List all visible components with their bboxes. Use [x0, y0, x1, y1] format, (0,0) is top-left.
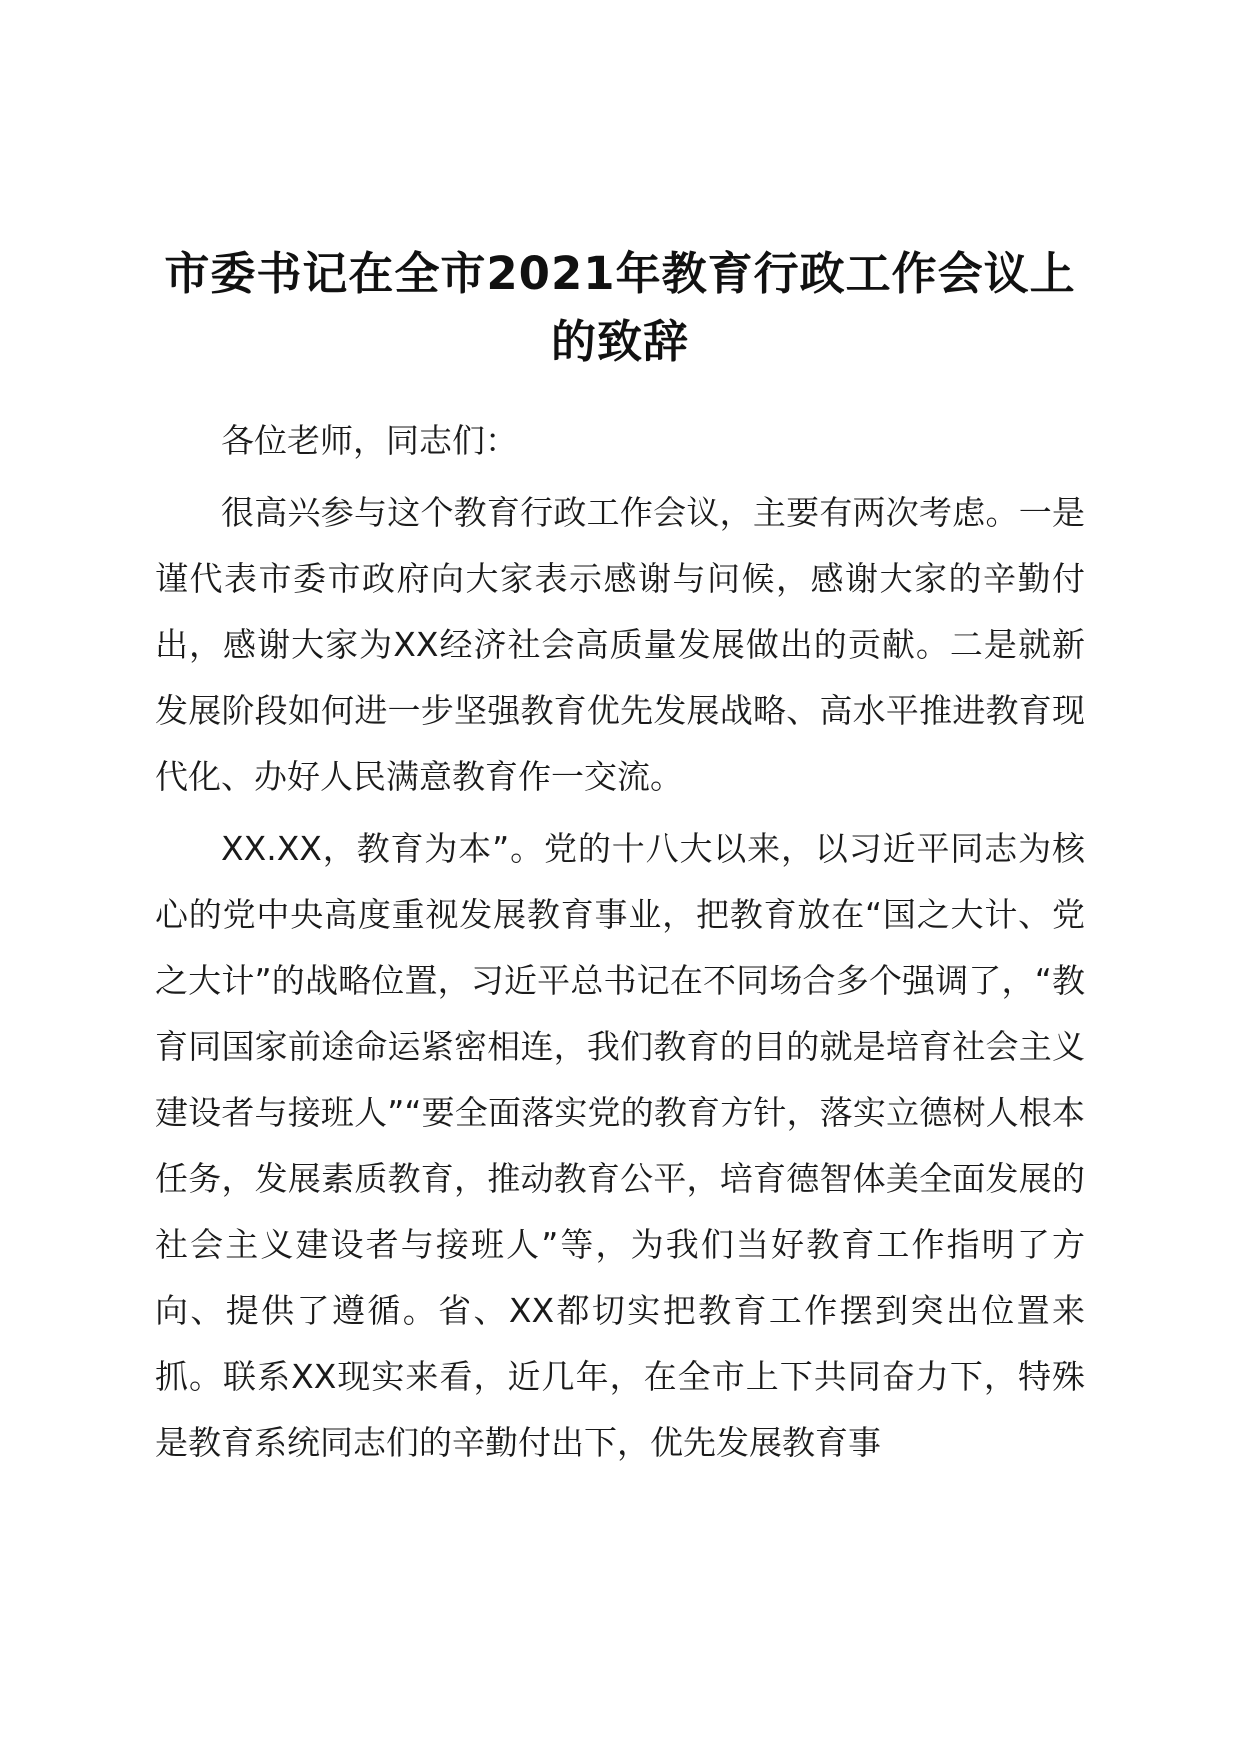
- paragraph-2: XX.XX，教育为本”。党的十八大以来，以习近平同志为核心的党中央高度重视发展教育事业，把教育放在“国之大计、党之大计”的战略位置，习近平总书记在不同场合多个强调了，“教育同国家前途命运紧密相连，我们教育的目的就是培育社会主义建设者与接班人”“要全面落实党的教育方针，落实立德树人根本任务，发展素质教育，推动教育公平，培育德智体美全面发展的社会主义建设者与接班人”等，为我们当好教育工作指明了方向、提供了遵循。省、XX都切实把教育工作摆到突出位置来抓。联系XX现实来看，近几年，在全市上下共同奋力下，特殊是教育系统同志们的辛勤付出下，优先发展教育事: [155, 829, 1085, 1462]
- paragraph-1: 很高兴参与这个教育行政工作会议，主要有两次考虑。一是谨代表市委市政府向大家表示感谢与问候，感谢大家的辛勤付出，感谢大家为XX经济社会高质量发展做出的贡献。二是就新发展阶段如何进一步坚强教育优先发展战略、高水平推进教育现代化、办好人民满意教育作一交流。: [155, 493, 1085, 796]
- document-title: [150, 240, 1090, 376]
- document-body: [155, 408, 1085, 1476]
- greeting: 各位老师，同志们：: [221, 421, 518, 460]
- title-line-2: 的致辞: [550, 315, 689, 368]
- title-line-1: 市委书记在全市2021年教育行政工作会议上: [164, 247, 1076, 300]
